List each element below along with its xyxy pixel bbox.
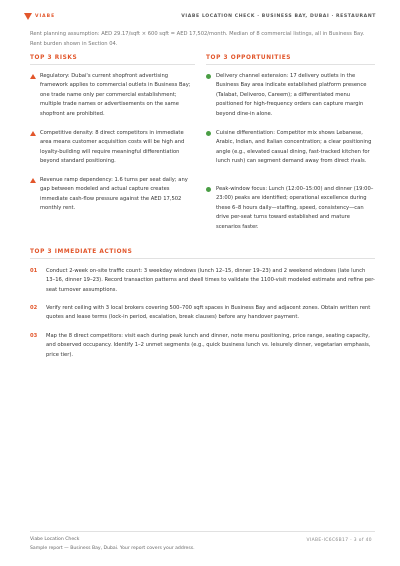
risks-heading: TOP 3 RISKS (30, 55, 78, 61)
header-breadcrumb: VIABE LOCATION CHECK · BUSINESS BAY, DUBAI · RESTAURANT (181, 13, 376, 19)
footer-divider (30, 531, 375, 532)
action-number: 02 (30, 305, 38, 311)
action-number: 01 (30, 268, 38, 274)
footer-note: Sample report — Business Bay, Dubai. Your report covers your address. (30, 545, 195, 551)
logo-text: VIABE (35, 13, 56, 19)
opportunity-item (206, 72, 375, 119)
warning-triangle-icon (30, 131, 36, 136)
action-item (30, 267, 375, 295)
action-text: Conduct 2-week on-site traffic count: 3 weekday windows (lunch 12–15, dinner 19–23) and 2 weekend windows (late lunch 13–16, dinner 19–23). Record transaction patterns and dwell times to validate the 1100-visit modeled estimate and refine per-seat turnover assumptions. (46, 268, 375, 293)
opportunities-divider (206, 64, 375, 65)
opportunities-heading: TOP 3 OPPORTUNITIES (206, 55, 292, 61)
actions-divider (30, 258, 375, 259)
warning-triangle-icon (30, 74, 36, 79)
page-number: VIABE-IC6C6B17 · 3 of 40 (306, 538, 372, 543)
green-dot-icon (206, 131, 211, 136)
risk-text: Regulatory: Dubai's current shopfront advertising framework applies to commercial outlets in Business Bay; one trade name only per commercial establishment; multiple trade names or advertisements on the same shopfront are prohibited. (40, 73, 191, 117)
opportunity-item (206, 185, 375, 232)
action-text: Verify rent ceiling with 3 local brokers covering 500–700 sqft spaces in Business Bay and adjacent zones. Obtain written rent quotes and lease terms (lock-in period, escalation, break clauses) before any handover payment. (46, 305, 371, 321)
viabe-logo-icon (24, 13, 33, 20)
actions-heading: TOP 3 IMMEDIATE ACTIONS (30, 249, 133, 255)
risk-text: Competitive density: 8 direct competitors in immediate area means customer acquisition costs will be high and loyalty-building will require meaningful differentiation beyond standard positioning. (40, 130, 185, 165)
logo (24, 13, 55, 20)
footer-title: Viabe Location Check (30, 537, 80, 542)
green-dot-icon (206, 74, 211, 79)
opportunity-text: Peak-window focus: Lunch (12:00–15:00) and dinner (19:00–23:00) peaks are identified; operational excellence during these 6–8 hours daily—staffing, speed, consistency—can drive per-seat turns toward established and mature scenarios faster. (216, 186, 374, 230)
action-item (30, 304, 375, 323)
risk-text: Revenue ramp dependency: 1.6 turns per seat daily; any gap between modeled and actual capture creates immediate cash-flow pressure against the AED 17,502 monthly rent. (40, 177, 188, 212)
action-item (30, 332, 375, 360)
risk-item (30, 176, 195, 214)
page-footer (30, 536, 195, 553)
risks-divider (30, 64, 195, 65)
action-number: 03 (30, 333, 38, 339)
risk-item (30, 129, 195, 167)
warning-triangle-icon (30, 178, 36, 183)
risk-item (30, 72, 195, 119)
page-header (24, 10, 376, 22)
green-dot-icon (206, 187, 211, 192)
opportunity-text: Cuisine differentiation: Competitor mix shows Lebanese, Arabic, Indian, and Italian concentration; a clear positioning angle (e.g., elevated casual dining, fast-tracked kitchen for lunch rush) can segment demand away from direct rivals. (216, 130, 372, 165)
rent-assumption-note: Rent planning assumption: AED 29.17/sqft × 600 sqft = AED 17,502/month. Median of 8 commercial listings, all in Business Bay. Rent burden shown in Section 04. (30, 31, 365, 47)
action-text: Map the 8 direct competitors: visit each during peak lunch and dinner, note menu positioning, price range, seating capacity, and observed occupancy. Identify 1–2 unmet segments (e.g., quick business lunch vs. leisurely dinner, vegetarian emphasis, price tier). (46, 333, 371, 358)
opportunity-text: Delivery channel extension: 17 delivery outlets in the Business Bay area indicate established platform presence (Talabat, Deliveroo, Careem); a differentiated menu positioned for high-frequency orders can capture margin beyond dine-in alone. (216, 73, 367, 117)
opportunity-item (206, 129, 375, 167)
